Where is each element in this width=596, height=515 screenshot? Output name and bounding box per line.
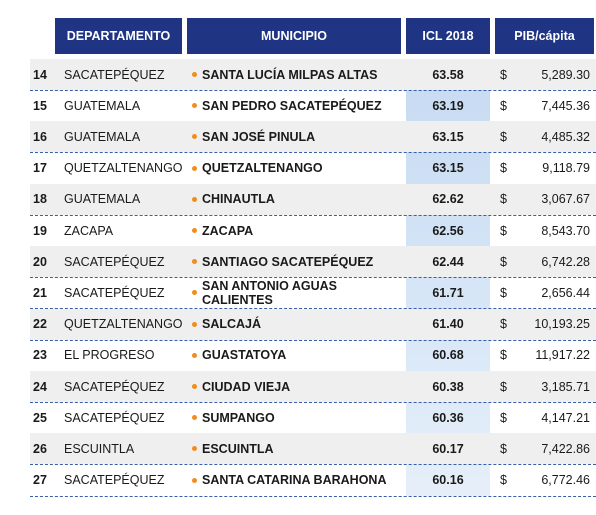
pib-cell: [500, 402, 590, 433]
departamento-cell: ZACAPA: [64, 223, 114, 238]
table-row: [0, 246, 596, 277]
header-pib: PIB/cápita: [495, 18, 594, 54]
table-row: [0, 465, 596, 496]
pib-cell: [500, 371, 590, 402]
municipio-label: SANTA CATARINA BARAHONA: [202, 473, 387, 488]
departamento-cell: SACATEPÉQUEZ: [64, 285, 165, 300]
bullet-icon: [192, 134, 197, 139]
icl-value: 63.15: [432, 161, 464, 176]
icl-value: 62.44: [432, 254, 464, 269]
pib-cell: [500, 121, 590, 152]
pib-value: 4,485.32: [541, 129, 590, 144]
pib-cell: [500, 465, 590, 496]
table-row: [0, 215, 596, 246]
icl-value: 61.71: [432, 285, 464, 300]
municipio-cell: [192, 433, 402, 464]
municipio-cell: [192, 371, 402, 402]
currency-symbol: $: [500, 67, 507, 82]
table-row: [0, 184, 596, 215]
municipio-label: ESCUINTLA: [202, 441, 274, 456]
icl-value: 62.62: [432, 192, 464, 207]
bullet-icon: [192, 228, 197, 233]
departamento-cell: SACATEPÉQUEZ: [64, 67, 165, 82]
rank-number: 14: [33, 67, 47, 82]
departamento-cell: GUATEMALA: [64, 98, 141, 113]
bullet-icon: [192, 166, 197, 171]
icl-value: 60.38: [432, 379, 464, 394]
municipio-cell: [192, 59, 402, 90]
pib-cell: [500, 309, 590, 340]
currency-symbol: $: [500, 98, 507, 113]
bullet-icon: [192, 478, 197, 483]
pib-value: 6,742.28: [541, 254, 590, 269]
pib-value: 7,422.86: [541, 441, 590, 456]
departamento-cell: EL PROGRESO: [64, 348, 155, 363]
rank-number: 19: [33, 223, 47, 238]
bullet-icon: [192, 290, 197, 295]
pib-cell: [500, 246, 590, 277]
departamento-cell: GUATEMALA: [64, 192, 141, 207]
currency-symbol: $: [500, 379, 507, 394]
municipio-label: SUMPANGO: [202, 410, 275, 425]
currency-symbol: $: [500, 348, 507, 363]
pib-value: 5,289.30: [541, 67, 590, 82]
pib-value: 6,772.46: [541, 473, 590, 488]
icl-value: 62.56: [432, 223, 464, 238]
bullet-icon: [192, 384, 197, 389]
municipio-cell: [192, 277, 402, 308]
pib-value: 3,185.71: [541, 379, 590, 394]
municipio-cell: [192, 402, 402, 433]
currency-symbol: $: [500, 192, 507, 207]
rank-number: 16: [33, 129, 47, 144]
municipio-cell: [192, 153, 402, 184]
municipio-cell: [192, 90, 402, 121]
rank-number: 20: [33, 254, 47, 269]
rank-number: 27: [33, 473, 47, 488]
rank-number: 23: [33, 348, 47, 363]
currency-symbol: $: [500, 473, 507, 488]
currency-symbol: $: [500, 441, 507, 456]
currency-symbol: $: [500, 129, 507, 144]
municipio-label: GUASTATOYA: [202, 348, 287, 363]
rank-number: 26: [33, 441, 47, 456]
bullet-icon: [192, 259, 197, 264]
row-divider: [30, 496, 596, 497]
municipio-label: QUETZALTENANGO: [202, 161, 323, 176]
pib-value: 7,445.36: [541, 98, 590, 113]
table-row: [0, 121, 596, 152]
rank-number: 22: [33, 317, 47, 332]
departamento-cell: QUETZALTENANGO: [64, 161, 183, 176]
icl-value: 60.17: [432, 441, 464, 456]
municipio-label: SALCAJÁ: [202, 317, 262, 332]
icl-value: 63.19: [432, 98, 464, 113]
pib-cell: [500, 340, 590, 371]
currency-symbol: $: [500, 161, 507, 176]
departamento-cell: SACATEPÉQUEZ: [64, 473, 165, 488]
pib-value: 10,193.25: [534, 317, 590, 332]
icl-value: 63.58: [432, 67, 464, 82]
currency-symbol: $: [500, 410, 507, 425]
icl-value: 63.15: [432, 129, 464, 144]
municipio-label: SANTA LUCÍA MILPAS ALTAS: [202, 67, 378, 82]
pib-value: 3,067.67: [541, 192, 590, 207]
bullet-icon: [192, 103, 197, 108]
departamento-cell: GUATEMALA: [64, 129, 141, 144]
rank-number: 24: [33, 379, 47, 394]
header-icl: ICL 2018: [406, 18, 490, 54]
municipio-cell: [192, 215, 402, 246]
municipio-cell: [192, 465, 402, 496]
rank-number: 25: [33, 410, 47, 425]
departamento-cell: QUETZALTENANGO: [64, 317, 183, 332]
pib-cell: [500, 184, 590, 215]
departamento-cell: SACATEPÉQUEZ: [64, 379, 165, 394]
departamento-cell: SACATEPÉQUEZ: [64, 254, 165, 269]
rank-number: 21: [33, 285, 47, 300]
municipio-label: SAN JOSÉ PINULA: [202, 129, 316, 144]
icl-value: 60.68: [432, 348, 464, 363]
municipio-cell: [192, 246, 402, 277]
bullet-icon: [192, 446, 197, 451]
table-row: [0, 59, 596, 90]
pib-cell: [500, 277, 590, 308]
pib-cell: [500, 90, 590, 121]
bullet-icon: [192, 415, 197, 420]
table-row: [0, 402, 596, 433]
departamento-cell: ESCUINTLA: [64, 441, 135, 456]
municipio-label: SAN PEDRO SACATEPÉQUEZ: [202, 98, 382, 113]
currency-symbol: $: [500, 254, 507, 269]
bullet-icon: [192, 197, 197, 202]
header-departamento: DEPARTAMENTO: [55, 18, 182, 54]
table-row: [0, 340, 596, 371]
currency-symbol: $: [500, 285, 507, 300]
icl-value: 61.40: [432, 317, 464, 332]
municipio-label: SAN ANTONIO AGUAS CALIENTES: [202, 278, 337, 307]
currency-symbol: $: [500, 223, 507, 238]
rank-number: 18: [33, 192, 47, 207]
bullet-icon: [192, 72, 197, 77]
bullet-icon: [192, 322, 197, 327]
pib-cell: [500, 433, 590, 464]
table-row: [0, 153, 596, 184]
departamento-cell: SACATEPÉQUEZ: [64, 410, 165, 425]
pib-cell: [500, 215, 590, 246]
pib-cell: [500, 153, 590, 184]
table-row: [0, 277, 596, 308]
icl-value: 60.16: [432, 473, 464, 488]
municipio-cell: [192, 340, 402, 371]
bullet-icon: [192, 353, 197, 358]
rank-number: 17: [33, 161, 47, 176]
table-row: [0, 371, 596, 402]
pib-value: 9,118.79: [542, 161, 590, 176]
currency-symbol: $: [500, 317, 507, 332]
pib-cell: [500, 59, 590, 90]
municipio-label: CHINAUTLA: [202, 192, 275, 207]
table-row: [0, 433, 596, 464]
rank-number: 15: [33, 98, 47, 113]
header-municipio: MUNICIPIO: [187, 18, 401, 54]
table-row: [0, 309, 596, 340]
municipio-cell: [192, 121, 402, 152]
municipio-label: CIUDAD VIEJA: [202, 379, 291, 394]
pib-value: 2,656.44: [541, 285, 590, 300]
pib-value: 11,917.22: [535, 348, 590, 363]
table-row: [0, 90, 596, 121]
icl-value: 60.36: [432, 410, 464, 425]
pib-value: 8,543.70: [541, 223, 590, 238]
pib-value: 4,147.21: [541, 410, 590, 425]
municipio-label: SANTIAGO SACATEPÉQUEZ: [202, 254, 374, 269]
municipio-cell: [192, 309, 402, 340]
municipio-cell: [192, 184, 402, 215]
municipio-label: ZACAPA: [202, 223, 254, 238]
